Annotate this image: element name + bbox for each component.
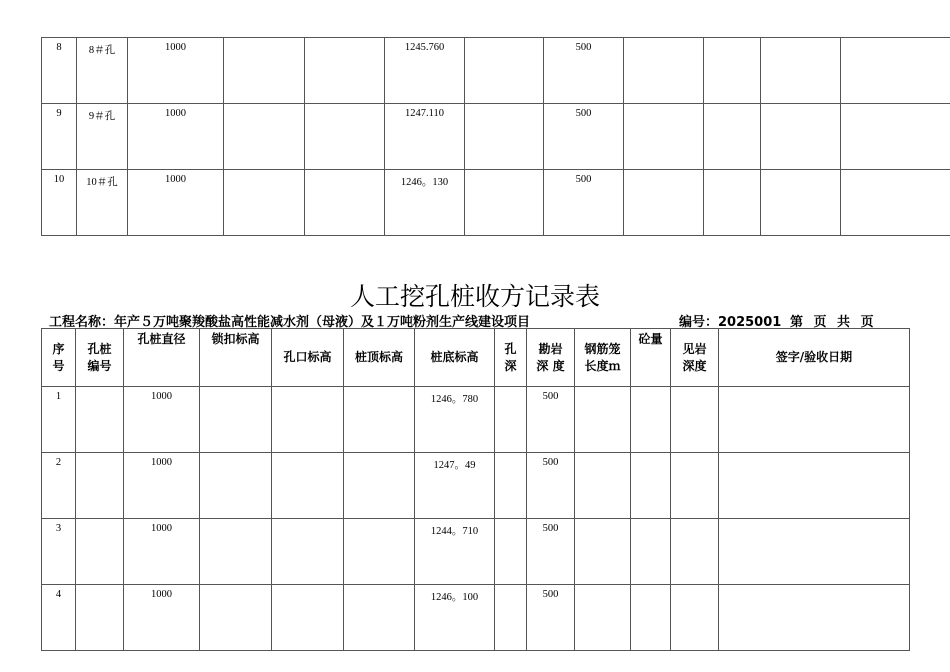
- diameter-cell: 1000: [124, 453, 200, 519]
- rock-depth-cell: 500: [527, 585, 575, 651]
- empty-cell: [761, 38, 841, 104]
- bottom-elev-cell: 1245.760: [385, 38, 465, 104]
- table-row: [42, 170, 950, 236]
- empty-cell: [495, 585, 527, 651]
- header-diameter: 孔桩直径: [124, 329, 200, 387]
- empty-cell: [272, 585, 344, 651]
- empty-cell: [272, 387, 344, 453]
- rock-depth-cell: 500: [544, 170, 624, 236]
- empty-cell: [719, 387, 910, 453]
- pile-no-cell: [76, 585, 124, 651]
- empty-cell: [224, 38, 305, 104]
- header-found-rock: 见岩 深度: [671, 329, 719, 387]
- pile-no-cell: [76, 387, 124, 453]
- bottom-elev-cell: 1247.110: [385, 104, 465, 170]
- diameter-cell: 1000: [124, 387, 200, 453]
- header-pile-no: 孔桩 编号: [76, 329, 124, 387]
- empty-cell: [575, 387, 631, 453]
- project-name: 工程名称：年产５万吨聚羧酸盐高性能减水剂（母液）及１万吨粉剂生产线建设项目: [49, 315, 531, 330]
- empty-cell: [465, 104, 544, 170]
- pile-no-cell: 10＃孔: [77, 170, 128, 236]
- empty-cell: [200, 387, 272, 453]
- header-top-elev: 桩顶标高: [344, 329, 415, 387]
- empty-cell: [465, 38, 544, 104]
- empty-cell: [704, 38, 761, 104]
- empty-cell: [305, 170, 385, 236]
- empty-cell: [272, 453, 344, 519]
- empty-cell: [272, 519, 344, 585]
- diameter-cell: 1000: [128, 38, 224, 104]
- diameter-cell: 1000: [124, 519, 200, 585]
- empty-cell: [305, 104, 385, 170]
- empty-cell: [704, 170, 761, 236]
- previous-page-table: [41, 37, 950, 236]
- header-seq: 序 号: [42, 329, 76, 387]
- empty-cell: [200, 519, 272, 585]
- empty-cell: [305, 38, 385, 104]
- empty-cell: [631, 519, 671, 585]
- empty-cell: [841, 170, 950, 236]
- seq-cell: 2: [42, 453, 76, 519]
- seq-cell: 1: [42, 387, 76, 453]
- table-row: [42, 453, 910, 519]
- bottom-elev-cell: 1246。780: [415, 387, 495, 453]
- empty-cell: [761, 170, 841, 236]
- empty-cell: [224, 170, 305, 236]
- project-info-line: [49, 311, 901, 329]
- bottom-elev-cell: 1246。100: [415, 585, 495, 651]
- header-concrete: 砼量: [631, 329, 671, 387]
- empty-cell: [624, 104, 704, 170]
- empty-cell: [671, 519, 719, 585]
- seq-cell: 3: [42, 519, 76, 585]
- rock-depth-cell: 500: [527, 453, 575, 519]
- empty-cell: [719, 519, 910, 585]
- empty-cell: [344, 453, 415, 519]
- empty-cell: [575, 585, 631, 651]
- empty-cell: [200, 453, 272, 519]
- empty-cell: [624, 170, 704, 236]
- table-row: [42, 387, 910, 453]
- table-row: [42, 519, 910, 585]
- empty-cell: [671, 585, 719, 651]
- page-title: 人工挖孔桩收方记录表: [349, 282, 600, 311]
- empty-cell: [224, 104, 305, 170]
- empty-cell: [495, 387, 527, 453]
- empty-cell: [495, 453, 527, 519]
- header-cage-length: 钢筋笼 长度ｍ: [575, 329, 631, 387]
- header-bottom-elev: 桩底标高: [415, 329, 495, 387]
- header-rock-depth: 勘岩 深 度: [527, 329, 575, 387]
- empty-cell: [719, 453, 910, 519]
- empty-cell: [631, 453, 671, 519]
- table-row: [42, 585, 910, 651]
- empty-cell: [575, 453, 631, 519]
- empty-cell: [344, 387, 415, 453]
- header-hole-depth: 孔 深: [495, 329, 527, 387]
- seq-cell: 4: [42, 585, 76, 651]
- empty-cell: [495, 519, 527, 585]
- empty-cell: [841, 38, 950, 104]
- bottom-elev-cell: 1244。710: [415, 519, 495, 585]
- diameter-cell: 1000: [128, 104, 224, 170]
- header-sign-date: 签字/验收日期: [719, 329, 910, 387]
- empty-cell: [671, 453, 719, 519]
- rock-depth-cell: 500: [544, 104, 624, 170]
- empty-cell: [575, 519, 631, 585]
- empty-cell: [465, 170, 544, 236]
- seq-cell: 10: [42, 170, 77, 236]
- rock-depth-cell: 500: [527, 519, 575, 585]
- diameter-cell: 1000: [124, 585, 200, 651]
- document-code: 编号：2025001: [679, 315, 782, 330]
- diameter-cell: 1000: [128, 170, 224, 236]
- header-lock-elev: 锁扣标高: [200, 329, 272, 387]
- empty-cell: [631, 387, 671, 453]
- pile-no-cell: [76, 453, 124, 519]
- empty-cell: [719, 585, 910, 651]
- page-counter: 第 页 共 页: [790, 315, 874, 330]
- seq-cell: 9: [42, 104, 77, 170]
- pile-no-cell: [76, 519, 124, 585]
- empty-cell: [704, 104, 761, 170]
- bottom-elev-cell: 1246。130: [385, 170, 465, 236]
- rock-depth-cell: 500: [527, 387, 575, 453]
- table-row: [42, 104, 950, 170]
- empty-cell: [624, 38, 704, 104]
- empty-cell: [761, 104, 841, 170]
- table-row: [42, 38, 950, 104]
- empty-cell: [841, 104, 950, 170]
- pile-no-cell: 8＃孔: [77, 38, 128, 104]
- header-mouth-elev: 孔口标高: [272, 329, 344, 387]
- pile-no-cell: 9＃孔: [77, 104, 128, 170]
- empty-cell: [671, 387, 719, 453]
- pile-record-table: [41, 328, 910, 651]
- empty-cell: [344, 585, 415, 651]
- bottom-elev-cell: 1247。49: [415, 453, 495, 519]
- empty-cell: [344, 519, 415, 585]
- rock-depth-cell: 500: [544, 38, 624, 104]
- empty-cell: [200, 585, 272, 651]
- header-row: [42, 329, 910, 387]
- seq-cell: 8: [42, 38, 77, 104]
- empty-cell: [631, 585, 671, 651]
